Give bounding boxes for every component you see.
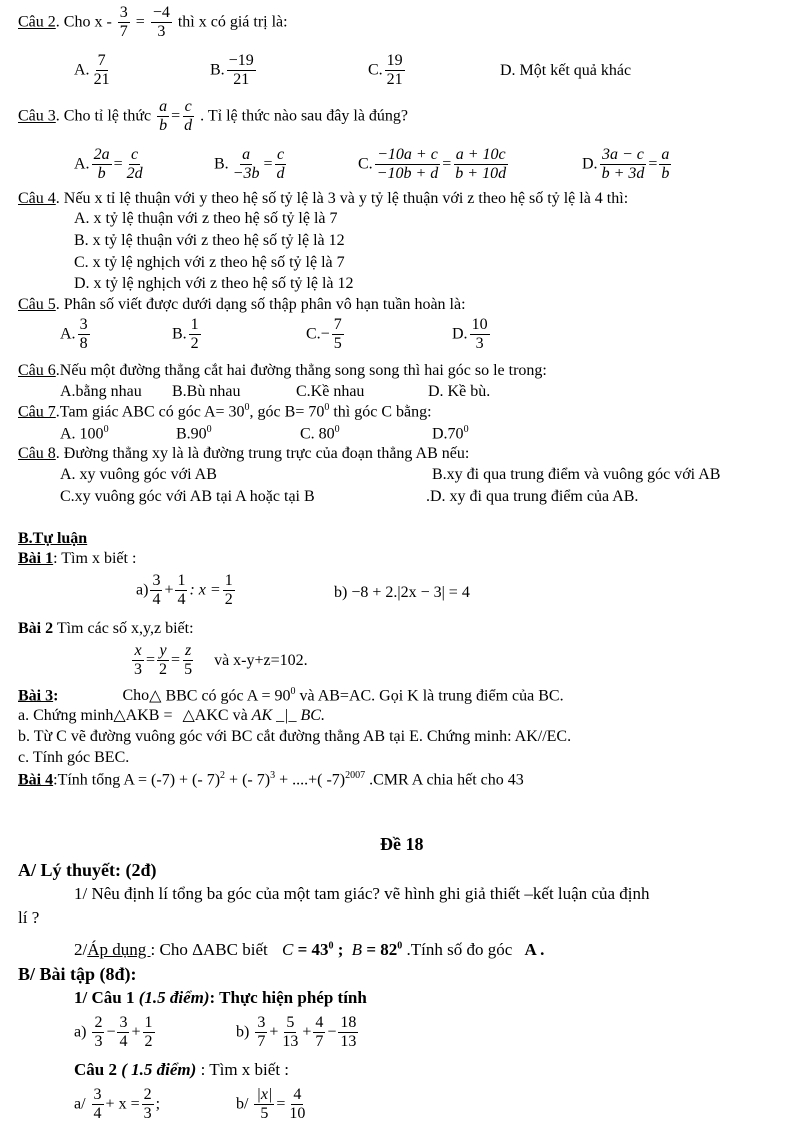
- q3-option-d: D. $\frac{3a - c}{b + 3d}$ = $\frac{a}{b}$: [582, 146, 670, 183]
- q6-option-c: C.Kề nhau: [296, 383, 365, 400]
- q6-option-a: A.bằng nhau: [60, 383, 142, 400]
- cau1-part-b: b) $\frac{3}{7}$ + $\frac{5}{13}$ + $\frac{4}{7}$ − $\frac{18}{13}$: [236, 1014, 357, 1051]
- bai3-part-b: b. Từ C vẽ đường vuông góc với BC cắt đường thẳng AB tại E. Chứng minh: AK//EC.: [18, 728, 572, 745]
- bai1-stem: Bài 1: Tìm x biết :: [18, 550, 137, 567]
- bai3-part-c: c. Tính góc BEC.: [18, 749, 130, 766]
- q5-option-a: A. $\frac{3}{8}$: [60, 316, 88, 353]
- cau2-part-b: b/ $\frac{|x|}{5}$ = $\frac{4}{10}$: [236, 1086, 306, 1123]
- q2-option-c: C. $\frac{19}{21}$: [368, 52, 403, 89]
- triangle-icon: △: [149, 687, 162, 705]
- q4-option-c: C. x tỷ lệ nghịch với z theo hệ số tỷ lệ là 7: [74, 254, 345, 271]
- q3-option-a: A. $\frac{2a}{b}$ = $\frac{c}{2d}$: [74, 146, 143, 183]
- q8-option-b: B.xy đi qua trung điểm và vuông góc với AB: [432, 466, 721, 483]
- q4-option-a: A. x tỷ lệ thuận với z theo hệ số tỷ lệ là 7: [74, 210, 338, 227]
- bai3-part-a: a. Chứng minh△AKB = △AKC và AK _|_ BC.: [18, 707, 325, 724]
- q8-option-c: C.xy vuông góc với AB tại A hoặc tại B: [60, 488, 315, 505]
- theory-heading: A/ Lý thuyết: (2đ): [18, 860, 157, 880]
- triangle-icon: △: [182, 707, 195, 724]
- bai2-stem: Bài 2 Tìm các số x,y,z biết:: [18, 620, 194, 637]
- q7-stem: Câu 7.Tam giác ABC có góc $A= 30^0$, góc $B= 70^0$ thì góc C bằng:: [18, 402, 432, 421]
- fraction: $\frac{-4}{3}$: [152, 4, 170, 41]
- cau1-stem: 1/ Câu 1 (1.5 điểm): Thực hiện phép tính: [74, 988, 367, 1007]
- bai1-part-b: b) −8 + 2.|2x − 3| = 4: [334, 584, 470, 601]
- q3-option-c: C. $\frac{-10a + c}{-10b + d}$ = $\frac{a + 10c}{b + 10d}$: [358, 146, 507, 183]
- exercise-heading: B/ Bài tập (8đ):: [18, 964, 137, 984]
- q6-stem: Câu 6.Nếu một đường thẳng cắt hai đường thẳng song song thì hai góc so le trong:: [18, 362, 547, 379]
- cau2-part-a: a/ $\frac{3}{4}$ + x = $\frac{2}{3}$ ;: [74, 1086, 161, 1123]
- theory-q1-line1: 1/ Nêu định lí tổng ba góc của một tam giác? vẽ hình ghi giả thiết –kết luận của định: [74, 884, 650, 903]
- theory-q2: 2/Áp dụng : Cho ΔABC biết $C = 43^0$ ; $B = 82^0$ .Tính số đo góc A .: [74, 940, 545, 959]
- triangle-icon: △: [113, 707, 126, 724]
- q5-option-b: B. $\frac{1}{2}$: [172, 316, 199, 353]
- q3-stem: Câu 3. Cho tỉ lệ thức $\frac{a}{b}$ = $\frac{c}{d}$ . Tỉ lệ thức nào sau đây là đúng?: [18, 98, 409, 135]
- q6-option-b: B.Bù nhau: [172, 383, 241, 400]
- q7-option-a: A. $100^0$: [60, 424, 109, 443]
- exam-title: Đề 18: [380, 834, 424, 854]
- q5-option-d: D. $\frac{10}{3}$: [452, 316, 488, 353]
- q5-option-c: C.− $\frac{7}{5}$: [306, 316, 342, 353]
- q2-option-a: A. $\frac{7}{21}$: [74, 52, 110, 89]
- q2-label: Câu 2: [18, 13, 56, 31]
- q3-option-b: B. $\frac{a}{-3b}$ = $\frac{c}{d}$: [214, 146, 285, 183]
- q5-stem: Câu 5. Phân số viết được dưới dạng số thập phân vô hạn tuần hoàn là:: [18, 296, 466, 313]
- q2-option-b: B. $\frac{-19}{21}$: [210, 52, 254, 89]
- bai3-stem: Bài 3: Cho△ BBC có góc $A = 90^0$ và AB=AC. Gọi K là trung điểm của BC.: [18, 686, 564, 705]
- q8-stem: Câu 8. Đường thẳng xy là là đường trung trực của đoạn thẳng AB nếu:: [18, 445, 470, 462]
- q4-option-b: B. x tỷ lệ thuận với z theo hệ số tỷ lệ là 12: [74, 232, 345, 249]
- fraction: $\frac{3}{7}$: [119, 4, 128, 41]
- q2-option-d: D. Một kết quả khác: [500, 62, 632, 79]
- q4-stem: Câu 4. Nếu x tỉ lệ thuận với y theo hệ số tỷ lệ là 3 và y tỷ lệ thuận với z theo hệ số tỷ lệ là 4 thì:: [18, 190, 629, 207]
- q7-option-d: $D.70^0$: [432, 424, 469, 443]
- q6-option-d: D. Kề bù.: [428, 383, 491, 400]
- q7-option-b: $B.90^0$: [176, 424, 212, 443]
- q4-option-d: D. x tỷ lệ nghịch với z theo hệ số tỷ lệ là 12: [74, 275, 354, 292]
- q7-option-c: C. $80^0$: [300, 424, 340, 443]
- q8-option-d: .D. xy đi qua trung điểm của AB.: [426, 488, 639, 505]
- q8-option-a: A. xy vuông góc với AB: [60, 466, 217, 483]
- bai1-part-a: a) $\frac{3}{4}$ + $\frac{1}{4}$ : x = $\frac{1}{2}$: [136, 572, 233, 609]
- cau2-stem: Câu 2 ( 1.5 điểm) : Tìm x biết :: [74, 1060, 290, 1079]
- bai4-stem: Bài 4:Tính tổng A = (-7) + (- 7)$^2$ + (- 7)$^3$ + ....+( -7)$^{2007}$ .CMR A chia hết cho 43: [18, 770, 524, 789]
- q2-stem: Câu 2. Cho x - $\frac{3}{7}$ = $\frac{-4}{3}$ thì x có giá trị là:: [18, 4, 288, 41]
- theory-q1-line2: lí ?: [18, 908, 40, 927]
- perpendicular-icon: _|_: [276, 707, 297, 724]
- part-b-heading: B.Tự luận: [18, 530, 88, 547]
- bai2-equation: $\frac{x}{3}$ = $\frac{y}{2}$ = $\frac{z}{5}$ và x-y+z=102.: [134, 642, 308, 679]
- cau1-part-a: a) $\frac{2}{3}$ − $\frac{3}{4}$ + $\frac{1}{2}$: [74, 1014, 153, 1051]
